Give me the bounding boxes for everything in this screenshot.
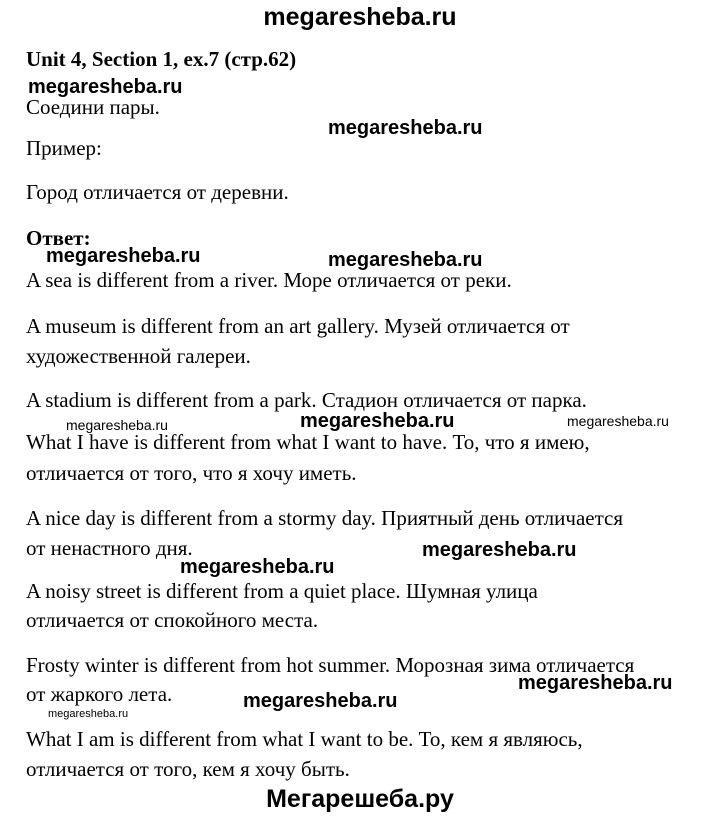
answer-line: художественной галереи. xyxy=(26,344,251,368)
watermark: megaresheba.ru xyxy=(518,672,673,694)
answer-line: What I have is different from what I want to have. То, что я имею, xyxy=(26,430,590,454)
watermark: megaresheba.ru xyxy=(180,556,335,578)
answer-line: отличается от того, кем я хочу быть. xyxy=(26,757,350,781)
watermark: megaresheba.ru xyxy=(300,410,455,432)
instruction-text: Соедини пары. xyxy=(26,95,160,119)
example-text: Город отличается от деревни. xyxy=(26,180,289,204)
watermark: megaresheba.ru xyxy=(422,539,577,561)
answer-label: Ответ: xyxy=(26,226,91,250)
answer-line: A sea is different from a river. Море отличается от реки. xyxy=(26,268,512,292)
watermark: megaresheba.ru xyxy=(567,413,669,429)
watermark: megaresheba.ru xyxy=(48,708,129,720)
answer-line: от ненастного дня. xyxy=(26,536,193,560)
answer-line: A stadium is different from a park. Стадион отличается от парка. xyxy=(26,388,587,412)
exercise-title: Unit 4, Section 1, ex.7 (стр.62) xyxy=(26,47,297,71)
answer-line: от жаркого лета. xyxy=(26,682,173,706)
answer-line: отличается от того, что я хочу иметь. xyxy=(26,461,357,485)
watermark: megaresheba.ru xyxy=(328,117,483,139)
answer-line: What I am is different from what I want to be. То, кем я являюсь, xyxy=(26,727,583,751)
watermark: megaresheba.ru xyxy=(66,417,168,433)
watermark: megaresheba.ru xyxy=(328,249,483,271)
watermark: megaresheba.ru xyxy=(28,76,183,98)
answer-line: A noisy street is different from a quiet place. Шумная улица xyxy=(26,579,538,603)
example-label: Пример: xyxy=(26,136,102,160)
watermark: megaresheba.ru xyxy=(46,245,201,267)
site-footer: Мегарешеба.ру xyxy=(266,785,454,813)
answer-line: A nice day is different from a stormy day. Приятный день отличается xyxy=(26,506,624,530)
answer-line: Frosty winter is different from hot summer. Морозная зима отличается xyxy=(26,653,635,677)
watermark: megaresheba.ru xyxy=(243,690,398,712)
site-header: megaresheba.ru xyxy=(263,3,457,31)
answer-line: отличается от спокойного места. xyxy=(26,608,319,632)
answer-line: A museum is different from an art gallery. Музей отличается от xyxy=(26,314,570,338)
